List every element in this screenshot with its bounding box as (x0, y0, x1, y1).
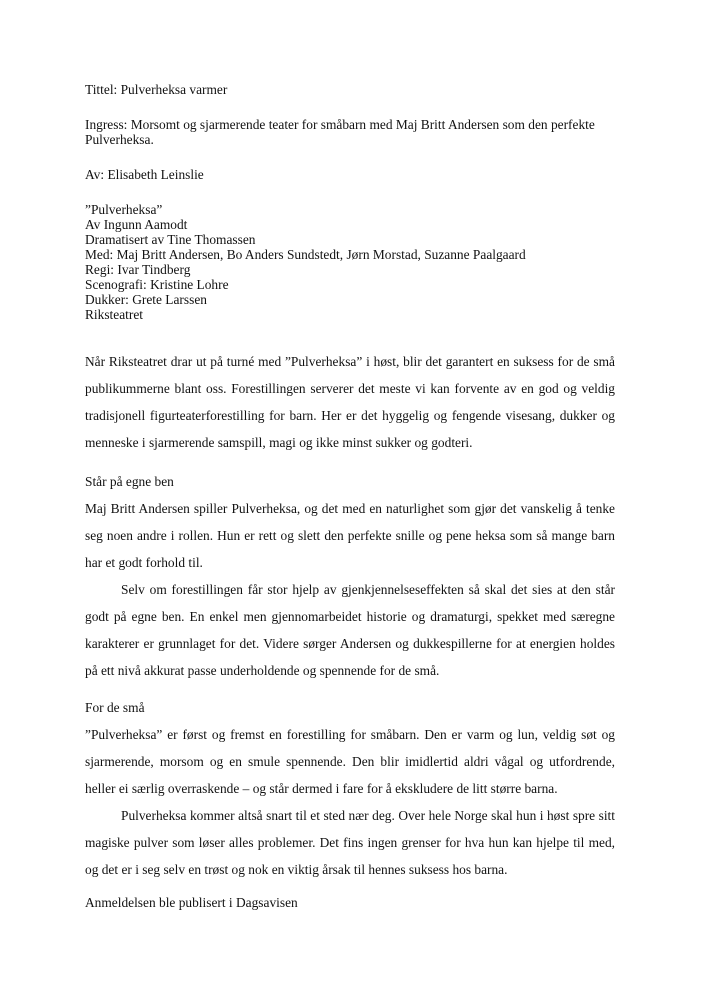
credit-line-author: Av Ingunn Aamodt (85, 217, 188, 232)
section-heading: For de små (85, 700, 145, 715)
credit-line-theatre: Riksteatret (85, 307, 144, 322)
credits-block (85, 202, 615, 322)
section-paragraph: Maj Britt Andersen spiller Pulverheksa, og det med en naturlighet som gjør det vanskelig å tenke seg noen andre i rollen. Hun er rett og slett den perfekte snille og pene heksa som så mange barn har et godt forhold til. (85, 501, 615, 570)
document-body (85, 82, 615, 923)
lead-paragraph: Når Riksteatret drar ut på turné med ”Pulverheksa” i høst, blir det garantert en suksess for de små publikummerne blant oss. Forestillingen serverer det meste vi kan forvente av en god og veldig tradisjonell figurteaterforestilling for barn. Her er det hyggelig og fengende visesang, dukker og menneske i sjarmerende samspill, magi og ikke minst sukker og godteri. (85, 354, 615, 450)
section-paragraph: ”Pulverheksa” er først og fremst en forestilling for småbarn. Den er varm og lun, veldig søt og sjarmerende, morsom og en smule spennende. Den blir imidlertid aldri vågal og utfordrende, heller ei særlig overraskende – og står dermed i fare for å ekskludere de litt større barna. (85, 727, 615, 796)
ingress-line: Ingress: Morsomt og sjarmerende teater for småbarn med Maj Britt Andersen som den perfekte Pulverheksa. (85, 117, 595, 147)
section-paragraph: Pulverheksa kommer altså snart til et sted nær deg. Over hele Norge skal hun i høst spre sitt magiske pulver som løser alles problemer. Det fins ingen grenser for hva hun kan hjelpe til med, og det er i seg selv en trøst og nok en viktig årsak til hennes suksess hos barna. (85, 808, 615, 877)
credit-line-cast: Med: Maj Britt Andersen, Bo Anders Sundstedt, Jørn Morstad, Suzanne Paalgaard (85, 247, 526, 262)
credit-line-production-title: ”Pulverheksa” (85, 202, 163, 217)
credit-line-puppets: Dukker: Grete Larssen (85, 292, 207, 307)
section-heading: Står på egne ben (85, 474, 174, 489)
credit-line-dramatisation: Dramatisert av Tine Thomassen (85, 232, 256, 247)
credit-line-director: Regi: Ivar Tindberg (85, 262, 191, 277)
section-for-de-sma (85, 694, 615, 883)
byline: Av: Elisabeth Leinslie (85, 167, 204, 182)
credit-line-scenography: Scenografi: Kristine Lohre (85, 277, 229, 292)
section-star-pa-egne-ben (85, 468, 615, 684)
section-paragraph: Selv om forestillingen får stor hjelp av gjenkjennelseseffekten så skal det sies at den står godt på egne ben. En enkel men gjennomarbeidet historie og dramaturgi, spekket med særegne karakterer er grunnlaget for det. Videre sørger Andersen og dukkespillerne for at energien holdes på ett nivå akkurat passe underholdende og spennende for de små. (85, 582, 615, 678)
title-line: Tittel: Pulverheksa varmer (85, 82, 228, 97)
publication-note: Anmeldelsen ble publisert i Dagsavisen (85, 895, 298, 910)
